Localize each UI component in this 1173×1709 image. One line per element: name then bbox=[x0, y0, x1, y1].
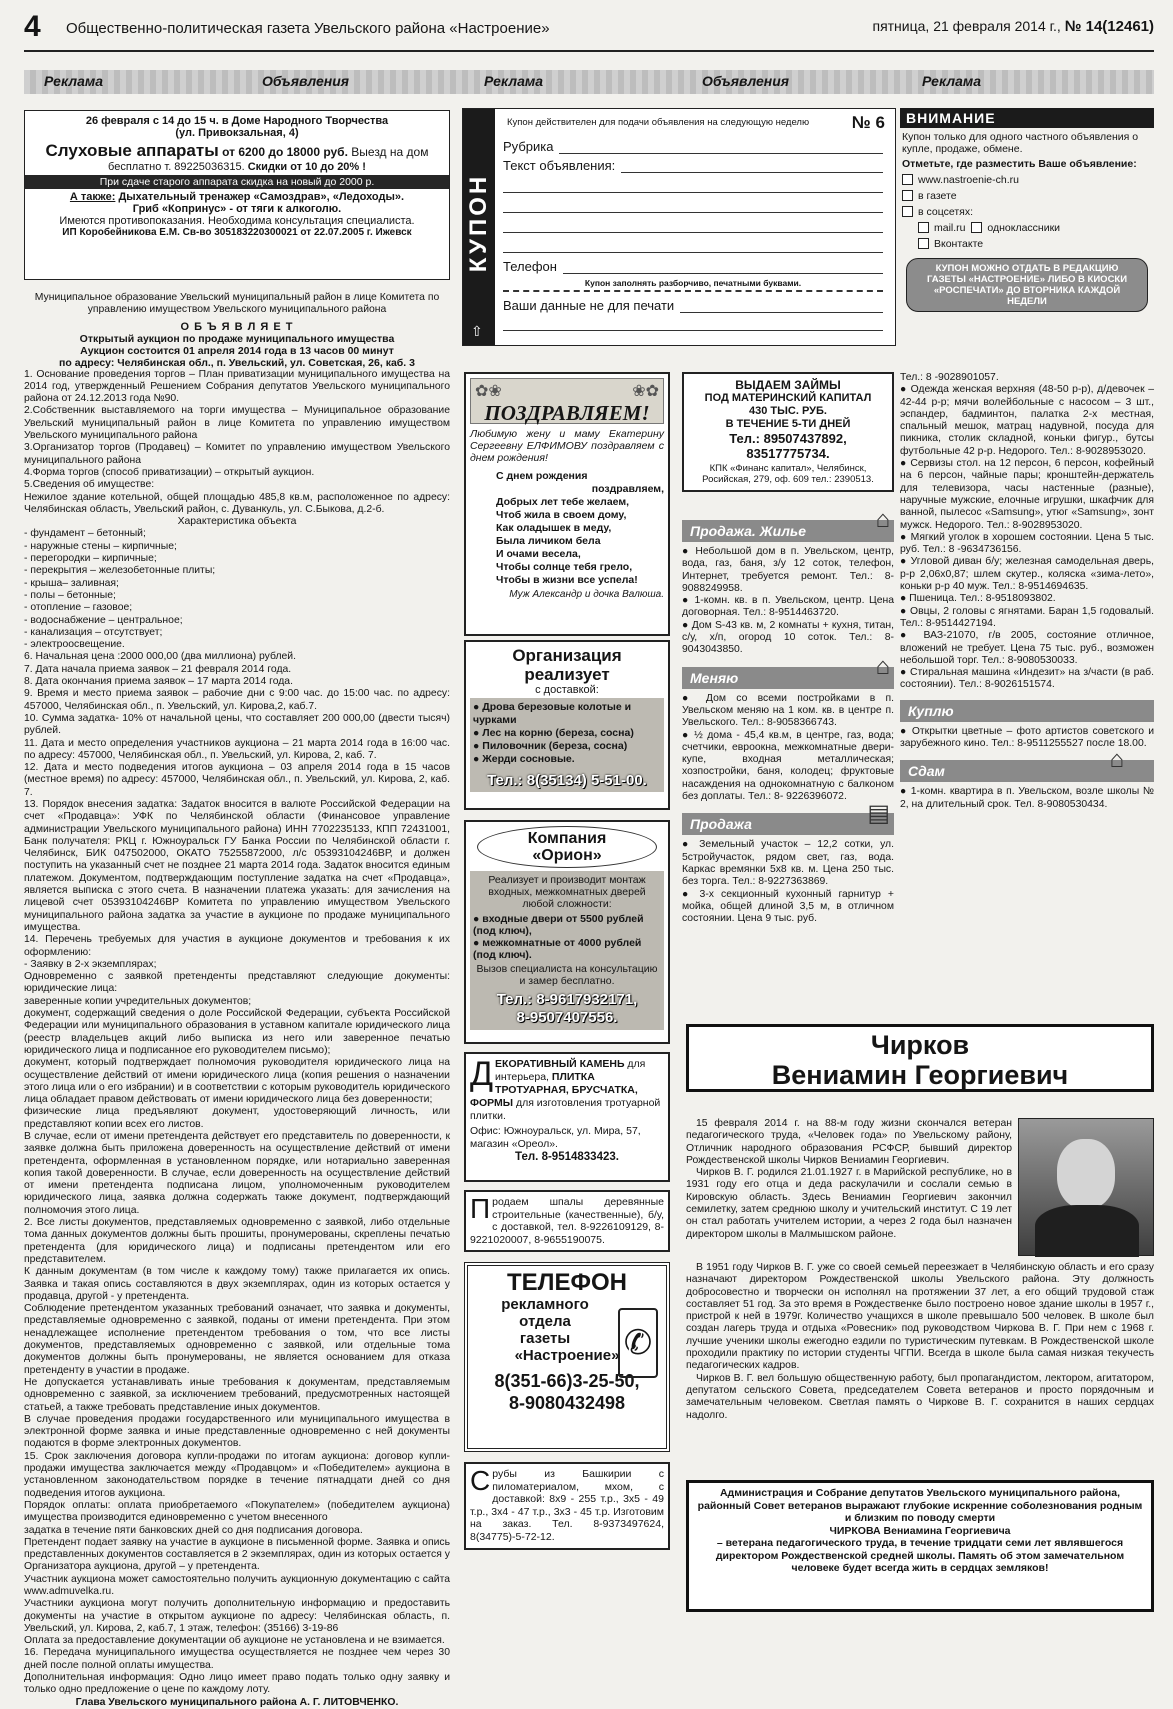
vkontakte-checkbox[interactable] bbox=[918, 238, 929, 249]
auction-heading: О Б Ъ Я В Л Я Е Т bbox=[180, 320, 294, 333]
stone-tile-ad: Д ЕКОРАТИВНЫЙ КАМЕНЬ для интерьера, ПЛИТКА ТРОТУАРНАЯ, БРУСЧАТКА, ФОРМЫ для изготовления тротуарной плитки. Офис: Южноуральск, ул. Мира, 57, магазин «Ореол». Тел. 8-9514833423. bbox=[464, 1052, 670, 1182]
issue-number: № 14(12461) bbox=[1064, 18, 1154, 35]
coupon-side-bar: КУПОН ⇧ bbox=[463, 109, 495, 345]
section-buy: Куплю bbox=[900, 700, 1154, 722]
ad-text-line[interactable] bbox=[503, 179, 883, 193]
firewood-ad: Организация реализует с доставкой: ● Дрова березовые колотые и чурками ● Лес на корню (береза, сосна) ● Пиловочник (береза, сосна) ● Жерди сосновые. Тел.: 8(35134) 5-51-00. bbox=[464, 640, 670, 810]
flower-icon: ❀✿ bbox=[632, 383, 659, 400]
ad-department-phone: ТЕЛЕФОН ✆ рекламного отдела газеты «Настроение» 8(351-66)3-25-50, 8-9080432498 bbox=[464, 1262, 670, 1452]
section-sale: Продажа bbox=[682, 813, 894, 835]
discount-bar: При сдаче старого аппарата скидка на новый до 2000 р. bbox=[25, 175, 449, 189]
coupon-form: Рубрика Текст объявления: Телефон Купон заполнять разборчиво, печатными буквами. Ваши данные не для печати bbox=[503, 139, 883, 331]
private-data-line[interactable] bbox=[503, 317, 883, 331]
ad-text-line[interactable] bbox=[503, 239, 883, 253]
congratulation-ad: ✿❀ ❀✿ ПОЗДРАВЛЯЕМ! Любимую жену и маму Екатерину Сергеевну ЕЛФИМОВУ поздравляем с днем рождения! С днем рождения поздравляем, Добрых лет тебе желаем, Чтоб жила в своем дому, Как оладышек в меду, Была личиком бела И очами весела, Чтобы солнце тебя грело, Чтобы в жизни все успела! Муж Александр и дочка Валюша. bbox=[464, 372, 670, 636]
newspaper-checkbox[interactable] bbox=[902, 190, 913, 201]
auction-notice: Муниципальное образование Увельский муниципальный район в лице Комитета по управлению имуществом Увельского муниципального района О Б Ъ Я В Л Я Е Т Открытый аукцион по продаже муниципального имущества Аукцион состоится 01 апреля 2014 года в 13 часов 00 минут по адресу: Челябинская обл., п. Увельский, ул. Советская, 26, каб. 3 1. Основание проведения торгов – План приватизации муниципального имущества на 2014 год, утвержденный Решением Собрания депутатов Увельского муниципального района от 24.12.2013 года №90. 2.Собственник выставляемого на торги имущества – Муниципальное образование Увельский муниципальный район в лице Комитета по управлению имуществом Увельского муниципального района 3.Организатор торгов (Продавец) – Комитет по управлению имуществом Увельского муниципального района 4.Форма торгов (способ приватизации) – открытый аукцион. 5.Сведения об имуществе: Нежилое здание котельной, общей площадью 485,8 кв.м, расположенное по адресу: Челябинская область, Увельский район, с. Дуванкуль, ул. С.Быкова, д.2-б. Характеристика объекта - фундамент – бетонный; - наружные стены – кирпичные; - перегородки – кирпичные; - перекрытия – железобетонные плиты; - крыша– заливная; - полы – бетонные; - отопление – газовое; - водоснабжение – центральное; - канализация – отсутствует; - электроосвещение. 6. Начальная цена :2000 000,00 (два миллиона) рублей. 7. Дата начала приема заявок – 21 февраля 2014 года. 8. Дата окончания приема заявок – 17 марта 2014 года. 9. Время и место приема заявок – рабочие дни с 9:00 час. до 15:00 час. по адресу: 457000, Челябинская обл., п. Увельский, ул. Кирова,2, каб.7. 10. Сумма задатка- 10% от начальной цены, что составляет 200 000,00 (двести тысяч) рублей. 11. Дата и место определения участников аукциона – 21 марта 2014 года в 16:00 час. по адресу: 457000, Челябинская обл., п. Увельский, ул. Кирова, 2, каб. 7. 12. Дата и место подведения итогов аукциона – 03 апреля 2014 года в 15 часов (местное время) по адресу: 457000, Челябинская обл., п. Увельский, ул. Кирова, 2, каб. 7. 13. Порядок внесения задатка: Задаток вносится в валюте Российской Федерации на счет «Продавца»: УФК по Челябинской области (Финансовое управление администрации Увельского муниципального района) ИНН 7702235133, КПП 72431001, Банк получателя: РКЦ г. Южноуральск ГУ Банка России по Челябинской области г. Челябинск, БИК 047502000, ОКАТО 75255872000, л/с 05393104246ВР, и должен поступить на указанный счет не позднее 21 марта 2014 года. Задаток вносится единым платежом. Документом, подтверждающим поступление задатка на счет «Продавца», является выписка с этого счета. В назначении платежа указать: для зачисления на лицевой счет 05393104246ВР Комитета по управлению имуществом Увельского муниципального района задатка за участие в аукционе по продаже муниципального имущества. 14. Перечень требуемых для участия в аукционе документов и требования к их оформлению: - Заявку в 2-х экземплярах; Одновременно с заявкой претенденты представляют следующие документы: юридические лица: заверенные копии учредительных документов; документ, содержащий сведения о доле Российской Федерации, субъекта Российской Федерации или муниципального образования в уставном капитале юридического лица (реестр владельцев акций либо выписка из него или заверенное печатью юридического лица и подписанное его руководителем письмо); документ, который подтверждает полномочия руководителя юридического лица на осуществление действий от имени юридического лица (копия решения о назначении этого лица или о его избрании) и в соответствии с которым руководитель юридического лица обладает правом действовать от имени юридического лица без доверенности; физические лица предъявляют документ, удостоверяющий личность, или представляют копии всех его листов. В случае, если от имени претендента действует его представитель по доверенности, к заявке должна быть приложена доверенность на осуществление действий от имени претендента, оформленная в установленном порядке, или нотариально заверенная копия такой доверенности. В случае, если доверенность на осуществление действий от имени претендента подписана лицом, уполномоченным руководителем юридического лица, заявка должна содержать также документ, подтверждающий полномочия этого лица. 2. Все листы документов, представляемых одновременно с заявкой, либо отдельные тома данных документов должны быть прошиты, пронумерованы, скреплены печатью претендента (для юридического лица) и подписаны претендентом или его представителем. К данным документам (в том числе к каждому тому) также прилагается их опись. Заявка и такая опись составляются в двух экземплярах, один из которых остается у продавца, другой - у претендента. Соблюдение претендентом указанных требований означает, что заявка и документы, представляемые одновременно с заявкой, поданы от имени претендента. При этом ненадлежащее исполнение претендентом требования о том, что все листы документов, представляемых одновременно с заявкой, или отдельные тома документов должны быть пронумерованы, не является основанием для отказа претенденту в участии в продаже. Не допускается устанавливать иные требования к документам, представляемым одновременно с заявкой, за исключением требований, предусмотренных настоящей статьей, а также требовать представление иных документов. В случае проведения продажи государственного или муниципального имущества в электронной форме заявка и иные представленные одновременно с ней документы подаются в форме электронных документов. 15. Срок заключения договора купли-продажи по итогам аукциона: договор купли-продажи имущества заключается между «Продавцом» и «Победителем» аукциона в установленном законодательством порядке в течение пятнадцати дней со дня подведения итогов аукциона. Порядок оплаты: оплата приобретаемого «Покупателем» (победителем аукциона) имущества производится единовременно с учетом внесенного задатка в течение пяти банковских дней со дня подписания договора. Претендент подает заявку на участие в аукционе в письменной форме. Заявка и опись представленных документов составляется в 2 экземплярах, один из которых остается у Организатора аукциона, другой – у претендента. Участник аукциона может самостоятельно получить аукционную документацию с сайта www.admuvelka.ru. Участники аукциона могут получить дополнительную информацию и предоставить документы на участие в открытом аукционе по адресу: Челябинская область, п. Увельский, ул. Кирова, 2, каб.7, 1 этаж, телефон: (35166) 3-19-86 Оплата за предоставление документации об аукционе не установлена и не взимается. 16. Передача муниципального имущества осуществляется не позднее чем через 30 дней после полной оплаты имущества. Дополнительная информация: Одно лицо имеет право подать только одну заявку и только одно предложение о цене по каждому лоту. Глава Увельского муниципального района А. Г. ЛИТОВЧЕНКО. bbox=[24, 292, 450, 1708]
hearing-aid-ad: 26 февраля с 14 до 15 ч. в Доме Народного Творчества (ул. Привокзальная, 4) Слуховые аппараты от 6200 до 18000 руб. Выезд на дом бесплатно т. 89225036315. Скидки от 10 до 20% ! При сдаче старого аппарата скидка на новый до 2000 р. А также: Дыхательный тренажер «Самоздрав», «Ледоходы». Гриб «Копринус» - от тяги к алкоголю. Имеются противопоказания. Необходима консультация специалиста. ИП Коробейникова Е.М. Св-во 305183220300021 от 22.07.2005 г. Ижевск bbox=[24, 110, 450, 280]
rubric-label: Реклама bbox=[44, 73, 104, 89]
obituary-text-bottom: В 1951 году Чирков В. Г. уже со своей семьей переезжает в Челябинскую область и его сразу назначают директором Рождественской школы Увельского района. Эту должность добросовестно и творчески он исполнял на протяжении 37 лет, а его общий трудовой стаж составляет 51 год. За это время в Рождественке было построено новое здание школы в 1957 г., пристрой к ней в 1979г. Количество учащихся в школе превышало 500 человек. В школе был создан лагерь труда и отдыха «Ровесник» под руководством Чиркова В. Г. При нем с 1968 г. лучшие ученики школы ежегодно ездили по туристическим путевкам. В Рождественской школе проходили практику по истории студенты ЧГПИ. Всегда в школе была самая низкая текучесть педагогических кадров. Чирков В. Г. вел большую общественную работу, был пропагандистом, лектором, агитатором, депутатом сельского Совета, председателем Совета ветеранов и просто порядочным и замечательным человеком. Светлая память о Чиркове В. Г. сохранится в наших сердцах надолго. bbox=[686, 1262, 1154, 1421]
arrow-up-icon: ⇧ bbox=[471, 323, 483, 339]
obituary-text-top: 15 февраля 2014 г. на 88-м году жизни скончался ветеран педагогического труда, «Человек года» по Увельскому району, Отличник народного образования РСФСР, бывший директор Рождественской школы Чирков Вениамин Георгиевич. Чирков В. Г. родился 21.01.1927 г. в Марийской республике, но в 1931 году его отца и деда раскулачили и сослали семью в Кировскую область. Здесь Вениамин Георгиевич закончил семилетку, затем среднюю школу и учительский институт. С 19 лет он стал работать учителем истории, а через 2 года был назначен директором школы в Малмышском районе. bbox=[686, 1118, 1012, 1240]
coupon-number: № 6 bbox=[851, 113, 885, 132]
flower-icon: ✿❀ bbox=[475, 383, 502, 400]
stove-icon: ▤ bbox=[867, 800, 890, 828]
site-checkbox[interactable] bbox=[902, 174, 913, 185]
section-exchange: Меняю bbox=[682, 667, 894, 689]
obituary-name-box bbox=[686, 1024, 1154, 1092]
house-icon: ⌂ bbox=[875, 652, 890, 680]
log-houses-ad: Срубы из Башкирии с пиломатериалом, мхом, с доставкой: 8х9 - 255 т.р., 3х5 - 49 т.р., 3х4 - 47 т.р., 3х3 - 45 т.р. Изготовим на заказ. Тел. 8-9373497624, 8(34775)-5-72-12. bbox=[464, 1462, 670, 1550]
ad-text-line[interactable] bbox=[503, 199, 883, 213]
obituary-surname: Чирков bbox=[870, 1030, 970, 1060]
phone-field[interactable] bbox=[563, 260, 883, 274]
classifieds-right: Тел.: 8 -9028901057. ● Одежда женская верхняя (48-50 р-р), д/девочек – 42-44 р-р; мячи волейбольные с насосом – 3 шт., эспандер, бадминтон, палатка 2-х местная, спальный мешок, матрац надувной, посуда для пикника, столик складной, коньки фигур., бутсы футбольные 42 р-р. Недорого. Тел.: 8-9028953020. ● Сервизы стол. на 12 персон, 6 персон, кофейный на 6 персон, чайные пары; кронштейн-держатель для телевизора, часы настенные (разные), наручные мужские, елочные игрушки, шкафчик для ванной, пылесос «Samsung», утюг «Samsung», зонт мужск. Недорого. Тел.: 8-9028953020. ● Мягкий уголок в хорошем состоянии. Цена 5 тыс. руб. Тел.: 8 -9634736156. ● Угловой диван б/у; железная самодельная дверь, р-р 2,06х0,87; шлем скутер., коляска «зима-лето», коньки р-р 40 муж. Тел.: 8-9514694635. ● Пшеница. Тел.: 8-9518093802. ● Овцы, 2 головы с ягнятами. Баран 1,5 годовалый. Тел.: 8-9514427194. ● ВАЗ-21070, г/в 2005, состояние отличное, вложений не требует. Цена 75 тыс. руб., возможен небольшой торг. Тел.: 8-9080530033. ● Стиральная машина «Индезит» на з/части (в раб. состоянии). Тел.: 8-9026151574. Куплю ● Открытки цветные – фото артистов советского и зарубежного кино. Тел.: 8-9511255527 после 18.00. Сдам ⌂ ● 1-комн. квартира в п. Увельском, возле школы № 2, на длительный срок. Тел. 8-9080530434. bbox=[900, 372, 1155, 810]
sleepers-ad: Продаем шпалы деревянные строительные (качественные), б/у, с доставкой, тел. 8-9226109129, 8-9221020007, 8-9655190075. bbox=[464, 1190, 670, 1252]
section-rent: Сдам bbox=[900, 760, 1154, 782]
private-data-field[interactable] bbox=[680, 299, 883, 313]
coupon-delivery-note: КУПОН МОЖНО ОТДАТЬ В РЕДАКЦИЮ ГАЗЕТЫ «НАСТРОЕНИЕ» ЛИБО В КИОСКИ «РОСПЕЧАТИ» ДО ВТОРНИКА КАЖДОЙ НЕДЕЛИ bbox=[906, 258, 1148, 312]
ad-text-field[interactable] bbox=[621, 159, 883, 173]
auction-signature: Глава Увельского муниципального района А. Г. ЛИТОВЧЕНКО. bbox=[75, 1696, 399, 1708]
house-icon: ⌂ bbox=[875, 506, 890, 533]
mailru-checkbox[interactable] bbox=[918, 222, 929, 233]
firewood-phone: Тел.: 8(35134) 5-51-00. bbox=[487, 772, 647, 789]
house-icon: ⌂ bbox=[1109, 746, 1124, 774]
obituary-photo bbox=[1018, 1118, 1154, 1256]
odnoklassniki-checkbox[interactable] bbox=[971, 222, 982, 233]
rubric-field[interactable] bbox=[559, 140, 883, 154]
ad-text-line[interactable] bbox=[503, 219, 883, 233]
rubric-bar bbox=[24, 70, 1154, 94]
page-header bbox=[24, 10, 1154, 52]
coupon-attention: ВНИМАНИЕ Купон только для одного частного объявления о купле, продаже, обмене. Отметьте, где разместить Ваше объявление: www.nastroenie-ch.ru в газете в соцсетях: mail.ru одноклассники Вконтакте КУПОН МОЖНО ОТДАТЬ В РЕДАКЦИЮ ГАЗЕТЫ «НАСТРОЕНИЕ» ЛИБО В КИОСКИ «РОСПЕЧАТИ» ДО ВТОРНИКА КАЖДОЙ НЕДЕЛИ bbox=[900, 108, 1154, 348]
classifieds-middle: Продажа. Жилье ⌂ ● Небольшой дом в п. Увельском, центр, вода, газ, баня, з/у 12 соток, телефон, Интернет, требуется ремонт. Тел.: 8-9088249958. ● 1-комн. кв. в п. Увельском, центр. Цена договорная. Тел.: 8-9514463720. ● Дом S-43 кв. м, 2 комнаты + кухня, титан, с/у, х/п, огород 10 соток. Тел.: 8-9043043850. Меняю ⌂ ● Дом со всеми постройками в п. Увельском меняю на 1 ком. кв. в центре п. Увельского. Тел.: 8-9058366743. ● ½ дома - 45,4 кв.м, в центре, газ, вода; счетчики, евроокна, межкомнатные двери-купе, входная металлическая; хозпостройки, баня, колодец; фруктовые насаждения на однокомнатную с балконом без доплаты. Тел.: 8- 9226396072. Продажа ▤ ● Земельный участок – 12,2 сотки, ул. 5стройучасток, рядом свет, газ, вода. Каркас времянки 5х8 кв. м. Цена 250 тыс. без торга. Тел.: 8-9227363869. ● 3-х секционный кухонный гарнитур + мойка, общей длиной 3,5 м, в отличном состоянии. Цена 9 тыс. руб. bbox=[682, 506, 895, 925]
rubric-label: Объявления bbox=[262, 73, 350, 89]
issue-date: пятница, 21 февраля 2014 г., № 14(12461) bbox=[872, 18, 1154, 35]
page-number: 4 bbox=[24, 10, 41, 43]
rubric-label: Реклама bbox=[922, 73, 982, 89]
social-checkbox[interactable] bbox=[902, 206, 913, 217]
rubric-label: Объявления bbox=[702, 73, 790, 89]
condolences-box: Администрация и Собрание депутатов Увельского муниципального района, районный Совет ветеранов выражают глубокие искренние соболезнования родным и близким по поводу смерти ЧИРКОВА Вениамина Георгиевича – ветерана педагогического труда, в течение тридцати семи лет являвшегося директором Рождественской средней школы. Память об этом замечательном человеке будет всегда жить в сердцах земляков! bbox=[686, 1480, 1154, 1612]
newspaper-title: Общественно-политическая газета Увельского района «Настроение» bbox=[66, 20, 550, 37]
rubric-label: Реклама bbox=[484, 73, 544, 89]
obituary-given-names: Вениамин Георгиевич bbox=[771, 1060, 1069, 1090]
congrats-title: ПОЗДРАВЛЯЕМ! bbox=[484, 401, 650, 425]
doors-ad: Компания «Орион» Реализует и производит монтаж входных, межкомнатных дверей любой сложности: ● входные двери от 5500 рублей (под ключ), ● межкомнатные от 4000 рублей (под ключ). Вызов специалиста на консультацию и замер бесплатно. Тел.: 8-9617932171, 8-9507407556. bbox=[464, 820, 670, 1044]
phone-handset-icon: ✆ bbox=[618, 1308, 658, 1378]
loan-ad: ВЫДАЕМ ЗАЙМЫ ПОД МАТЕРИНСКИЙ КАПИТАЛ 430 ТЫС. РУБ. В ТЕЧЕНИЕ 5-ТИ ДНЕЙ Тел.: 89507437892, 83517775734. КПК «Финанс капитал», Челябинск, Росийская, 279, оф. 609 тел.: 2390513. bbox=[682, 372, 894, 492]
flowers-banner bbox=[470, 378, 664, 424]
section-housing: Продажа. Жилье bbox=[682, 520, 894, 542]
ad-coupon: КУПОН ⇧ Купон действителен для подачи объявления на следующую неделю № 6 Рубрика Текст объявления: Телефон Купон заполнять разборчиво, печатными буквами. Ваши данные не для печати bbox=[462, 108, 896, 346]
